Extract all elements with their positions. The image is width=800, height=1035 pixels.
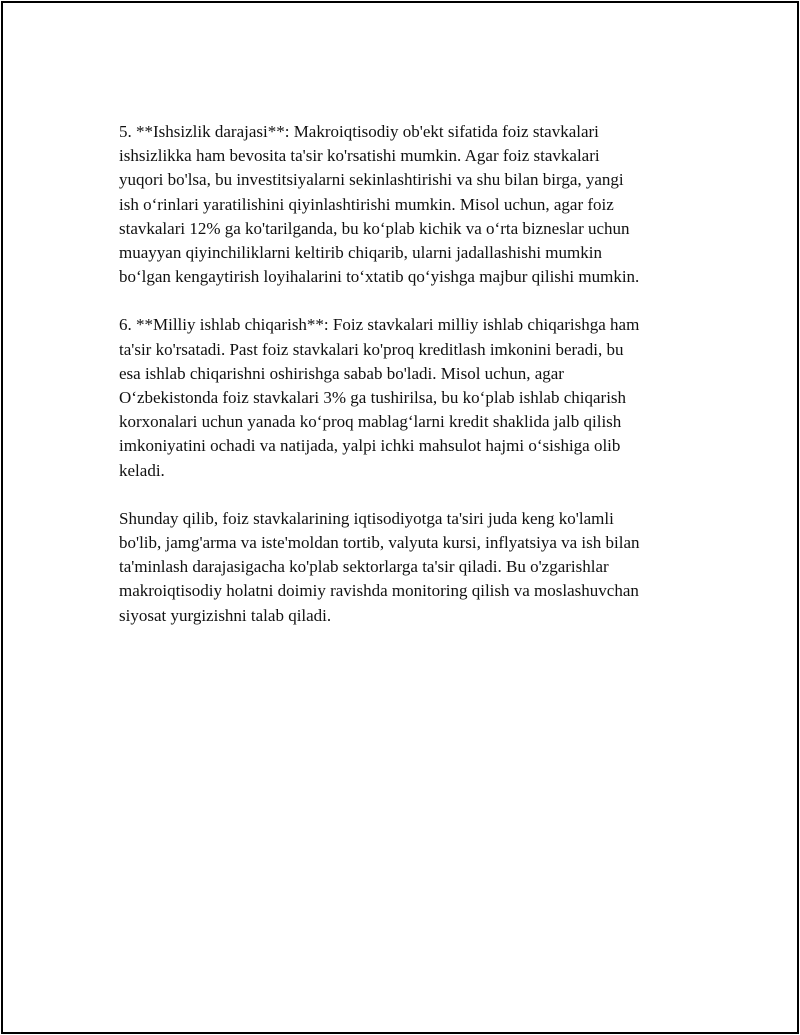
- text-line: 5. **Ishsizlik darajasi**: Makroiqtisodiy ob'ekt sifatida foiz stavkalari: [119, 122, 599, 141]
- paragraph-unemployment: [119, 120, 689, 289]
- text-line: bo'lib, jamg'arma va iste'moldan tortib, valyuta kursi, inflyatsiya va ish bilan: [119, 533, 640, 553]
- text-line: siyosat yurgizishni talab qiladi.: [119, 605, 332, 625]
- text-line: keladi.: [119, 460, 165, 480]
- document-body: [119, 120, 689, 652]
- document-page: [1, 1, 799, 1034]
- text-line: imkoniyatini ochadi va natijada, yalpi ichki mahsulot hajmi o‘sishiga olib: [119, 436, 621, 456]
- text-line: ishsizlikka ham bevosita ta'sir ko'rsatishi mumkin. Agar foiz stavkalari: [119, 146, 600, 166]
- text-line: 6. **Milliy ishlab chiqarish**: Foiz stavkalari milliy ishlab chiqarishga ham: [119, 315, 640, 335]
- text-line: ish o‘rinlari yaratilishini qiyinlashtirishi mumkin. Misol uchun, agar foiz: [119, 194, 614, 214]
- text-line: muayyan qiyinchiliklarni keltirib chiqarib, ularni jadallashishi mumkin: [119, 243, 602, 263]
- text-line: makroiqtisodiy holatni doimiy ravishda monitoring qilish va moslashuvchan: [119, 581, 639, 601]
- text-line: ta'minlash darajasigacha ko'plab sektorlarga ta'sir qiladi. Bu o'zgarishlar: [119, 557, 609, 577]
- text-line: esa ishlab chiqarishni oshirishga sabab bo'ladi. Misol uchun, agar: [119, 363, 564, 383]
- text-line: Shunday qilib, foiz stavkalarining iqtisodiyotga ta'siri juda keng ko'lamli: [119, 508, 614, 528]
- paragraph-conclusion: [119, 507, 689, 628]
- text-line: O‘zbekistonda foiz stavkalari 3% ga tushirilsa, bu ko‘plab ishlab chiqarish: [119, 388, 627, 408]
- text-line: yuqori bo'lsa, bu investitsiyalarni sekinlashtirishi va shu bilan birga, yangi: [119, 170, 624, 190]
- paragraph-national-production: [119, 313, 689, 482]
- text-line: stavkalari 12% ga ko'tarilganda, bu ko‘plab kichik va o‘rta bizneslar uchun: [119, 218, 630, 238]
- text-line: ta'sir ko'rsatadi. Past foiz stavkalari ko'proq kreditlash imkonini beradi, bu: [119, 339, 624, 359]
- text-line: bo‘lgan kengaytirish loyihalarini to‘xtatib qo‘yishga majbur qilishi mumkin.: [119, 267, 640, 287]
- text-line: korxonalari uchun yanada ko‘proq mablag‘larni kredit shaklida jalb qilish: [119, 412, 622, 432]
